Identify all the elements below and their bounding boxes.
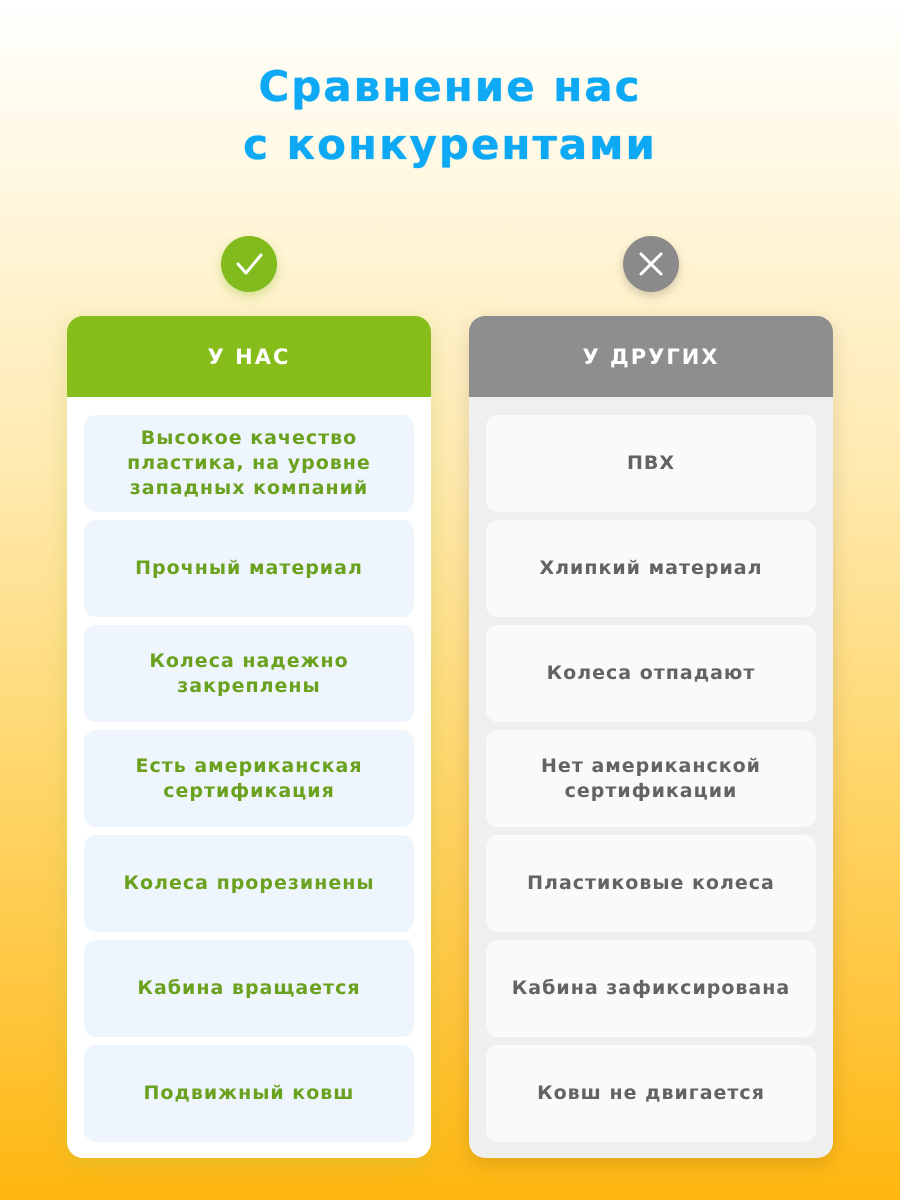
- cross-badge: [623, 236, 679, 292]
- column-theirs-list: [486, 415, 816, 1150]
- list-item: Колеса надежно закреплены: [84, 625, 414, 722]
- list-item: Ковш не двигается: [486, 1045, 816, 1142]
- list-item: Кабина вращается: [84, 940, 414, 1037]
- list-item: Нет американской сертификации: [486, 730, 816, 827]
- title-line-2: с конкурентами: [243, 120, 657, 169]
- list-item: Кабина зафиксирована: [486, 940, 816, 1037]
- page-title: [0, 58, 900, 174]
- check-badge: [221, 236, 277, 292]
- list-item: Колеса отпадают: [486, 625, 816, 722]
- column-theirs-header: У ДРУГИХ: [469, 316, 833, 397]
- cross-icon: [634, 247, 668, 281]
- check-icon: [232, 247, 266, 281]
- column-ours-list: [84, 415, 414, 1150]
- list-item: Прочный материал: [84, 520, 414, 617]
- list-item: Колеса прорезинены: [84, 835, 414, 932]
- list-item: ПВХ: [486, 415, 816, 512]
- column-ours-header: У НАС: [67, 316, 431, 397]
- list-item: Пластиковые колеса: [486, 835, 816, 932]
- list-item: Подвижный ковш: [84, 1045, 414, 1142]
- column-theirs: [469, 316, 833, 1158]
- column-ours: [67, 316, 431, 1158]
- list-item: Хлипкий материал: [486, 520, 816, 617]
- list-item: Есть американская сертификация: [84, 730, 414, 827]
- title-line-1: Сравнение нас: [258, 62, 642, 111]
- list-item: Высокое качество пластика, на уровне западных компаний: [84, 415, 414, 512]
